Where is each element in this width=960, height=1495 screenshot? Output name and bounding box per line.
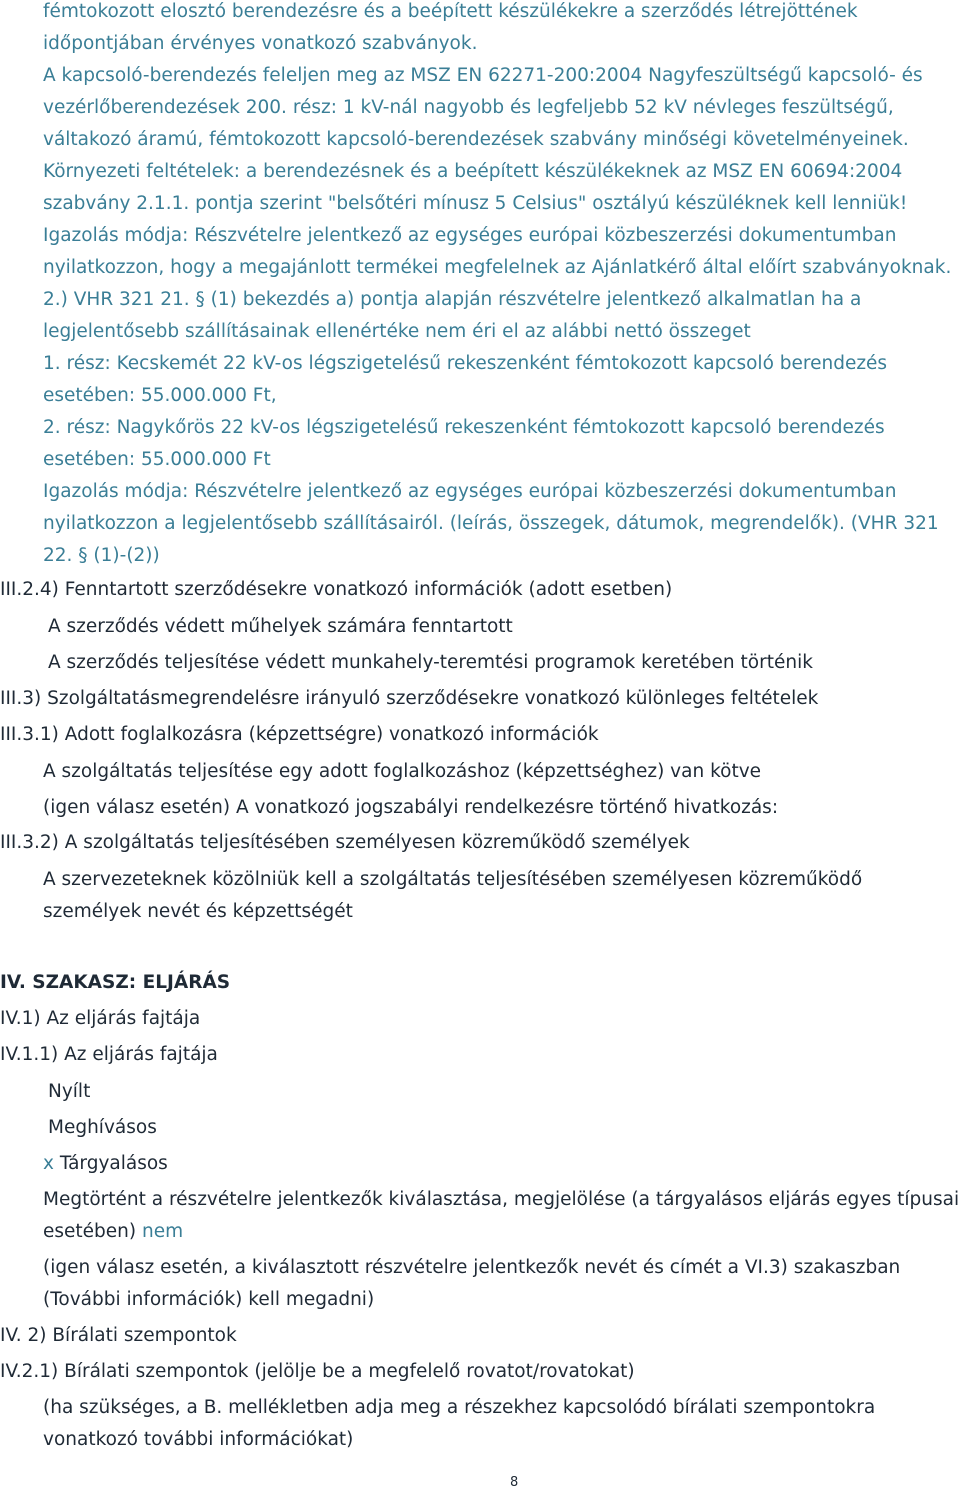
text-line: Igazolás módja: Részvételre jelentkező az egységes európai közbeszerzési dokumentumban (43, 225, 897, 246)
page-number: 8 (510, 1475, 519, 1490)
text-line: személyek nevét és képzettségét (43, 901, 353, 922)
section-heading-iv-1-1: IV.1.1) Az eljárás fajtája (0, 1044, 218, 1065)
option-sheltered-employment: A szerződés teljesítése védett munkahely-teremtési programok keretében történik (48, 652, 813, 673)
text-line: 2.) VHR 321 21. § (1) bekezdés a) pontja alapján részvételre jelentkező alkalmatlan ha a (43, 289, 862, 310)
section-heading-iv-2-1: IV.2.1) Bírálati szempontok (jelölje be a megfelelő rovatot/rovatokat) (0, 1361, 635, 1382)
text-line: (igen válasz esetén) A vonatkozó jogszabályi rendelkezésre történő hivatkozás: (43, 797, 779, 818)
selected-mark: x (43, 1153, 54, 1174)
section-heading-iv-1: IV.1) Az eljárás fajtája (0, 1008, 201, 1029)
section-heading-iii-3-1: III.3.1) Adott foglalkozásra (képzettségre) vonatkozó információk (0, 724, 599, 745)
text-line: időpontjában érvényes vonatkozó szabványok. (43, 33, 478, 54)
text-line: Igazolás módja: Részvételre jelentkező az egységes európai közbeszerzési dokumentumban (43, 481, 897, 502)
text-line: vonatkozó további információkat) (43, 1429, 354, 1450)
text-line: A kapcsoló-berendezés feleljen meg az MSZ EN 62271-200:2004 Nagyfeszültségű kapcsoló- és (43, 65, 923, 86)
text-line: legjelentősebb szállításainak ellenértéke nem éri el az alábbi nettó összeget (43, 321, 751, 342)
option-negotiated-label: Tárgyalásos (59, 1153, 168, 1174)
text-line: nyilatkozzon, hogy a megajánlott termékei megfelelnek az Ajánlatkérő által előírt szabványoknak. (43, 257, 952, 278)
text-line: (ha szükséges, a B. mellékletben adja meg a részekhez kapcsolódó bírálati szempontokra (43, 1397, 876, 1418)
text-line: esetében: 55.000.000 Ft (43, 449, 271, 470)
option-sheltered-workshops: A szerződés védett műhelyek számára fenntartott (48, 616, 513, 637)
text-line: váltakozó áramú, fémtokozott kapcsoló-berendezések szabvány minőségi követelményeinek. (43, 129, 909, 150)
text-line: Megtörtént a részvételre jelentkezők kiválasztása, megjelölése (a tárgyalásos eljárás egyes típusai (43, 1189, 960, 1210)
text-line: A szolgáltatás teljesítése egy adott foglalkozáshoz (képzettséghez) van kötve (43, 761, 762, 782)
option-negotiated (43, 1151, 168, 1177)
option-invited: Meghívásos (48, 1117, 157, 1138)
text-line: Környezeti feltételek: a berendezésnek és a beépített készülékeknek az MSZ EN 60694:2004 (43, 161, 903, 182)
text-line: fémtokozott elosztó berendezésre és a beépített készülékekre a szerződés létrejöttének (43, 1, 858, 22)
text-line: vezérlőberendezések 200. rész: 1 kV-nál nagyobb és legfeljebb 52 kV névleges feszültségű, (43, 97, 894, 118)
text-line: A szervezeteknek közölniük kell a szolgáltatás teljesítésében személyesen közreműködő (43, 869, 863, 890)
text-line: 2. rész: Nagykőrös 22 kV-os légszigetelésű rekeszenként fémtokozott kapcsoló berendezés (43, 417, 885, 438)
section-heading-iii-3-2: III.3.2) A szolgáltatás teljesítésében személyesen közreműködő személyek (0, 832, 690, 853)
text-line: 22. § (1)-(2)) (43, 545, 160, 566)
selection-answer: nem (142, 1221, 184, 1242)
selection-prefix: esetében) (43, 1221, 137, 1242)
section-heading-iii-3: III.3) Szolgáltatásmegrendelésre irányuló szerződésekre vonatkozó különleges feltételek (0, 688, 819, 709)
section-heading-iii-2-4: III.2.4) Fenntartott szerződésekre vonatkozó információk (adott esetben) (0, 579, 673, 600)
text-line: nyilatkozzon a legjelentősebb szállításairól. (leírás, összegek, dátumok, megrendelők). (VHR 321 (43, 513, 939, 534)
text-line: (igen válasz esetén, a kiválasztott részvételre jelentkezők nevét és címét a VI.3) szakaszban (43, 1257, 901, 1278)
text-line: szabvány 2.1.1. pontja szerint "belsőtéri mínusz 5 Celsius" osztályú készüléknek kell lenniük! (43, 193, 908, 214)
section-title-iv: IV. SZAKASZ: ELJÁRÁS (0, 972, 231, 993)
text-line: (További információk) kell megadni) (43, 1289, 375, 1310)
section-heading-iv-2: IV. 2) Bírálati szempontok (0, 1325, 237, 1346)
text-line: 1. rész: Kecskemét 22 kV-os légszigetelésű rekeszenként fémtokozott kapcsoló berendezés (43, 353, 888, 374)
option-open: Nyílt (48, 1081, 91, 1102)
selection-answer-line (43, 1219, 183, 1245)
text-line: esetében: 55.000.000 Ft, (43, 385, 277, 406)
